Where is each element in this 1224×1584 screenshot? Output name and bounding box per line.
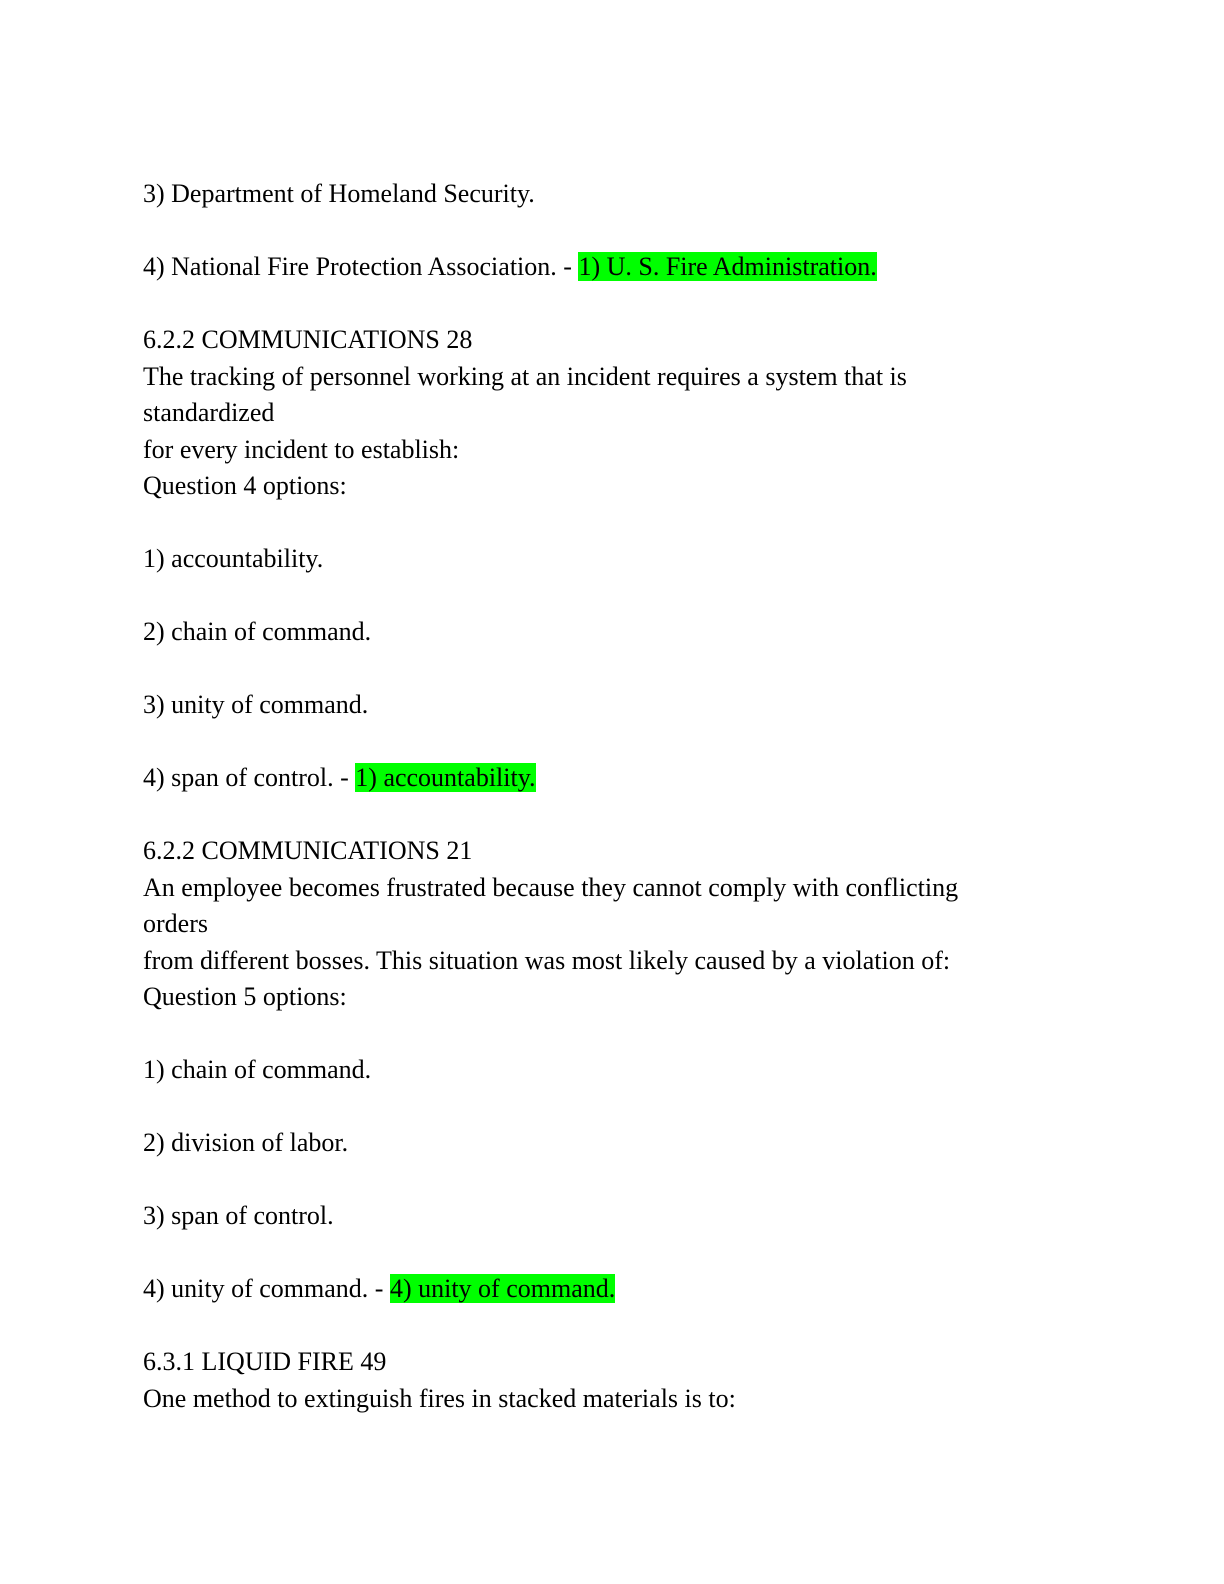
question-heading: 6.2.2 COMMUNICATIONS 21: [143, 836, 473, 865]
spacer: [143, 578, 1103, 615]
option-4-text: 4) unity of command. -: [143, 1274, 390, 1303]
spacer: [143, 797, 1103, 834]
question-text-line: standardized: [143, 398, 275, 427]
question-heading: 6.3.1 LIQUID FIRE 49: [143, 1347, 387, 1376]
question-text-line: from different bosses. This situation was most likely caused by a violation of:: [143, 945, 951, 975]
answer-highlight: 1) accountability.: [355, 763, 536, 792]
spacer: [143, 213, 1103, 250]
spacer: [143, 1308, 1103, 1345]
spacer: [143, 1235, 1103, 1272]
question-text-line: An employee becomes frustrated because they cannot comply with conflicting: [143, 872, 959, 902]
question-text-line: The tracking of personnel working at an incident requires a system that is: [143, 361, 907, 391]
spacer: [143, 286, 1103, 323]
option-3: 3) Department of Homeland Security.: [143, 179, 535, 208]
option-2: 2) division of labor.: [143, 1128, 349, 1157]
options-label: Question 4 options:: [143, 471, 347, 500]
option-4-text: 4) National Fire Protection Association. -: [143, 252, 579, 281]
spacer: [143, 724, 1103, 761]
option-4-with-answer: [143, 760, 1103, 797]
option-3: 3) span of control.: [143, 1201, 334, 1230]
question-text-line: for every incident to establish:: [143, 434, 460, 464]
spacer: [143, 1162, 1103, 1199]
options-label: Question 5 options:: [143, 982, 347, 1011]
option-1: 1) chain of command.: [143, 1055, 372, 1084]
answer-highlight: 1) U. S. Fire Administration.: [578, 252, 877, 281]
spacer: [143, 651, 1103, 688]
question-text-line: One method to extinguish fires in stacked materials is to:: [143, 1383, 736, 1413]
question-heading: 6.2.2 COMMUNICATIONS 28: [143, 325, 473, 354]
option-1: 1) accountability.: [143, 544, 324, 573]
option-4-text: 4) span of control. -: [143, 763, 356, 792]
option-2: 2) chain of command.: [143, 617, 372, 646]
option-4-with-answer: [143, 1271, 1103, 1308]
spacer: [143, 1016, 1103, 1053]
document-page: [143, 176, 1103, 1417]
question-text-line: orders: [143, 909, 208, 938]
spacer: [143, 1089, 1103, 1126]
option-4-with-answer: [143, 249, 1103, 286]
option-3: 3) unity of command.: [143, 690, 369, 719]
spacer: [143, 505, 1103, 542]
answer-highlight: 4) unity of command.: [389, 1274, 616, 1303]
